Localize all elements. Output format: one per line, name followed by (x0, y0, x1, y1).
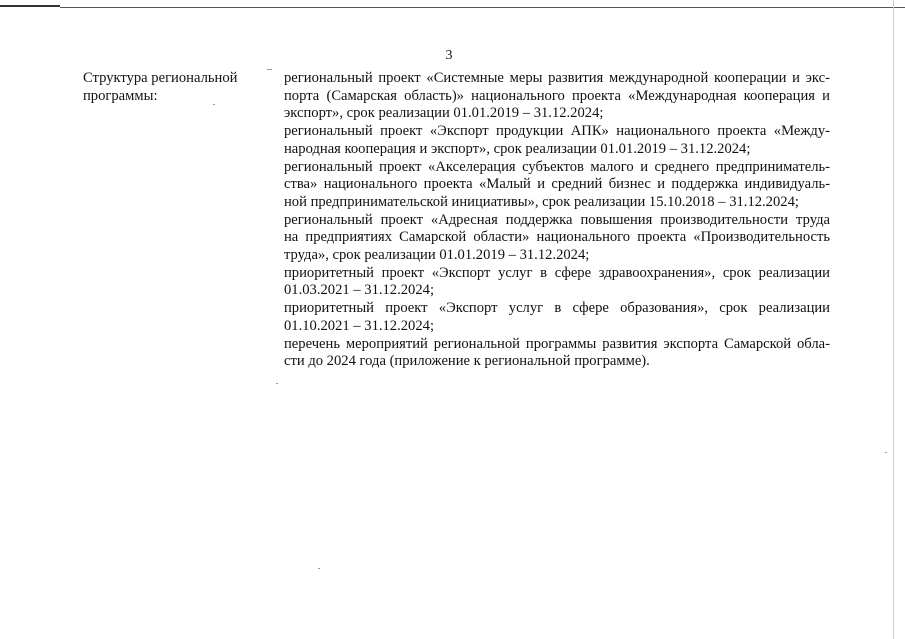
scan-top-edge-mark (0, 5, 60, 7)
content-line: ства» национального проекта «Малый и средний бизнес и поддержка индивидуаль- (284, 176, 830, 193)
content-line: приоритетный проект «Экспорт услуг в сфере образования», срок реализации (284, 300, 830, 317)
scan-top-border-line (60, 7, 905, 8)
content-line: народная кооперация и экспорт», срок реализации 01.01.2019 – 31.12.2024; (284, 140, 751, 157)
content-line: приоритетный проект «Экспорт услуг в сфере здравоохранения», срок реализации (284, 264, 830, 281)
scan-speck (267, 69, 272, 70)
content-line: 01.10.2021 – 31.12.2024; (284, 317, 434, 334)
content-line: ной предпринимательской инициативы», срок реализации 15.10.2018 – 31.12.2024; (284, 193, 799, 210)
content-line: экспорт», срок реализации 01.01.2019 – 31.12.2024; (284, 105, 604, 122)
content-line: труда», срок реализации 01.01.2019 – 31.12.2024; (284, 247, 590, 264)
scan-speck (276, 383, 278, 384)
content-line: региональный проект «Экспорт продукции АПК» национального проекта «Между- (284, 123, 830, 140)
content-line: 01.03.2021 – 31.12.2024; (284, 282, 434, 299)
content-line: порта (Самарская область)» национального проекта «Международная кооперация и (284, 87, 830, 104)
content-line: региональный проект «Системные меры развития международной кооперации и экс- (284, 70, 830, 86)
content-line: региональный проект «Акселерация субъектов малого и среднего предприниматель- (284, 158, 830, 175)
scan-speck (213, 104, 215, 105)
section-label-line: Структура региональной (83, 70, 238, 86)
section-label (83, 70, 263, 105)
section-content (284, 70, 830, 371)
scan-right-edge-line (893, 0, 894, 639)
content-line: на предприятиях Самарской области» национального проекта «Производительность (284, 229, 830, 246)
content-line: перечень мероприятий региональной программы развития экспорта Самарской обла- (284, 335, 830, 352)
content-line: сти до 2024 года (приложение к региональной программе). (284, 353, 650, 370)
scan-speck (318, 568, 320, 569)
page-number: 3 (445, 48, 453, 63)
section-label-line: программы: (83, 87, 158, 104)
scan-speck (885, 452, 887, 453)
content-line: региональный проект «Адресная поддержка повышения производительности труда (284, 211, 830, 228)
